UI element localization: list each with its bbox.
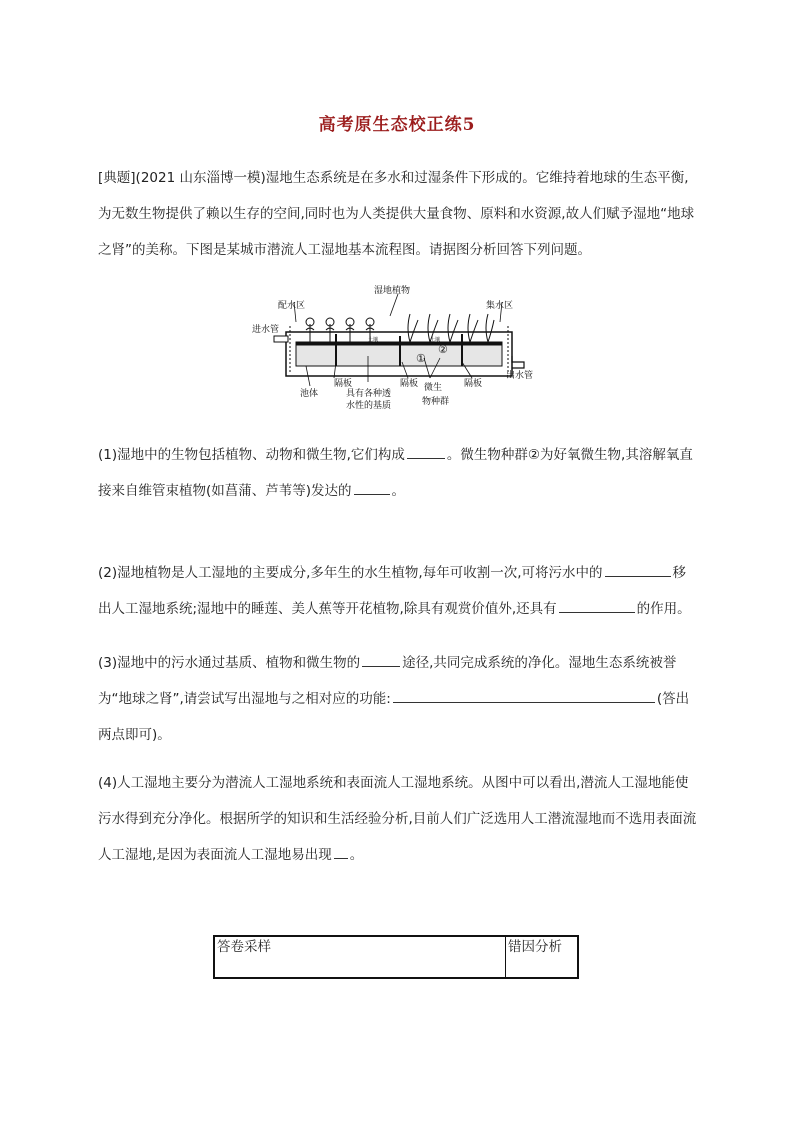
wetland-flow-diagram <box>250 282 550 412</box>
intro-text: 湿地生态系统是在多水和过湿条件下形成的。它维持着地球的生态平衡,为无数生物提供了赖以生存的空间,同时也为人类提供大量食物、原料和水资源,故人们赋予湿地“地球之肾”的美称。下图是某城市潜流人工湿地基本流程图。请据图分析回答下列问题。 <box>98 170 695 258</box>
label-water-distribution: 配水区 <box>278 301 306 311</box>
label-partition-left: 隔板 <box>334 379 353 389</box>
error-analysis-cell: 错因分析 <box>508 939 562 955</box>
q4-text-a: (4)人工湿地主要分为潜流人工湿地系统和表面流人工湿地系统。从图中可以看出,潜流人工湿地能使污水得到充分净化。根据所学的知识和生活经验分析,目前人们广泛选用人工潜流湿地而不选用表面流人工湿地,是因为表面流人工湿地易出现 <box>98 775 697 863</box>
intro-source: (2021 山东淄博一模) <box>135 170 266 186</box>
answer-table <box>213 935 579 979</box>
label-inlet-pipe: 进水管 <box>252 325 280 335</box>
q2-text-b: 移出人工湿地系统;湿地中的睡莲、美人蕉等开花植物,除具有观赏价值外,还具有 <box>98 565 686 617</box>
label-outlet-pipe: 出水管 <box>506 371 534 381</box>
label-microbe-2: 物种群 <box>422 397 450 407</box>
flower-plants <box>306 318 374 342</box>
q1-blank-2[interactable] <box>354 480 390 495</box>
q2-text-a: (2)湿地植物是人工湿地的主要成分,多年生的水生植物,每年可收割一次,可将污水中的 <box>98 565 603 581</box>
q2-blank-1[interactable] <box>605 562 671 577</box>
label-microbe-1: 微生 <box>424 383 443 393</box>
q1-text-a: (1)湿地中的生物包括植物、动物和微生物,它们构成 <box>98 447 405 463</box>
label-wetland-plants: 湿地植物 <box>374 286 411 296</box>
label-partition-right: 隔板 <box>464 379 483 389</box>
label-circle-2: ② <box>438 343 448 356</box>
label-circle-1: ① <box>416 352 426 365</box>
q1-text-c: 。 <box>391 483 406 499</box>
q2-text-c: 的作用。 <box>636 601 691 617</box>
question-2 <box>98 555 698 627</box>
q3-text-a: (3)湿地中的污水通过基质、植物和微生物的 <box>98 655 361 671</box>
q3-blank-2[interactable] <box>393 688 655 703</box>
label-substrate-1: 具有各种透 <box>346 389 392 399</box>
page-title: 高考原生态校正练5 <box>318 115 476 135</box>
q3-blank-1[interactable] <box>362 652 400 667</box>
label-partition-mid: 隔板 <box>400 379 419 389</box>
q3-text-c: (答出两点即可)。 <box>98 691 690 743</box>
outlet-pipe <box>512 356 524 368</box>
intro-tag: [典题] <box>98 170 136 186</box>
q3-text-b: 途径,共同完成系统的净化。湿地生态系统被誉为“地球之肾”,请尝试写出湿地与之相对应的功能: <box>98 655 677 707</box>
q1-text-b: 。微生物种群②为好氧微生物,其溶解氧直接来自维管束植物(如菖蒲、芦苇等)发达的 <box>98 447 693 499</box>
question-3 <box>98 645 698 753</box>
answer-sample-cell: 答卷采样 <box>215 937 506 977</box>
label-tank-body: 池体 <box>300 389 319 399</box>
inlet-pipe <box>274 336 288 342</box>
reed-plants <box>408 314 494 342</box>
label-water-collection: 集水区 <box>486 301 514 311</box>
question-1 <box>98 437 698 509</box>
label-soil-a: 土壤 <box>368 337 379 343</box>
q4-text-c: 。 <box>349 847 364 863</box>
intro-paragraph <box>98 160 698 268</box>
q4-blank-1[interactable] <box>334 844 348 859</box>
label-substrate-2: 水性的基质 <box>346 401 392 411</box>
label-soil-b: 土壤 <box>430 337 441 343</box>
q1-blank-1[interactable] <box>407 444 445 459</box>
question-4 <box>98 765 698 873</box>
q2-blank-2[interactable] <box>559 598 635 613</box>
